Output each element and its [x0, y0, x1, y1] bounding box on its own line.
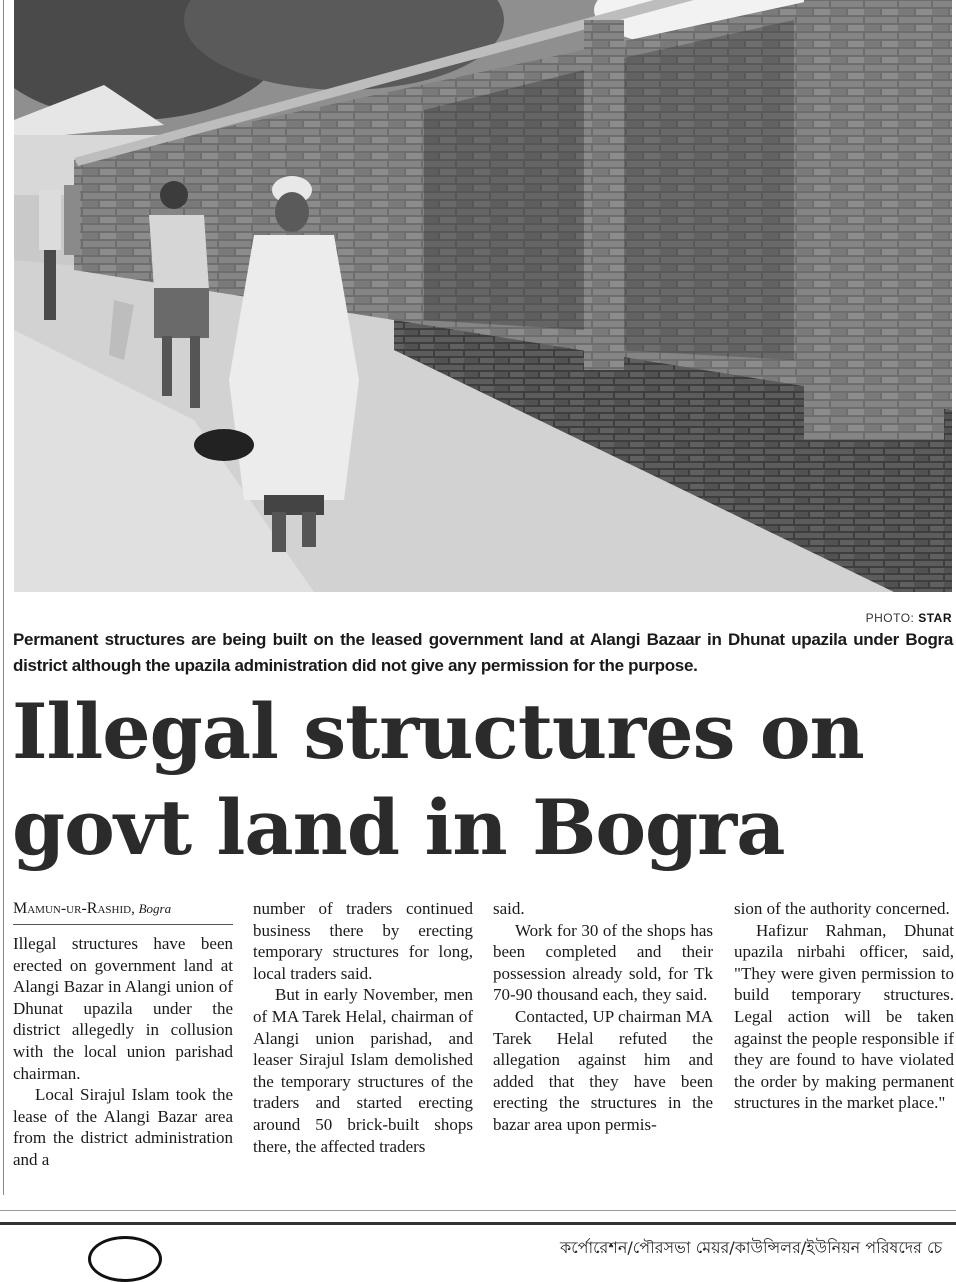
paragraph: Contacted, UP chairman MA Tarek Helal refuted the allegation against him and added that they have been erecting the structures in the bazar area upon permis- [493, 1006, 713, 1134]
paragraph: Local Sirajul Islam took the lease of the Alangi Bazar area from the district administration and a [13, 1085, 233, 1169]
paragraph: sion of the authority concerned. [734, 899, 950, 918]
paragraph: said. [493, 899, 525, 918]
paragraph: Illegal structures have been erected on government land at Alangi Bazar in Alangi union of Dhunat upazila under the district allegedly in collusion with the local union parishad chairman. [13, 934, 233, 1083]
article-column-4 [734, 898, 954, 1114]
headline: Illegal structures on govt land in Bogra [12, 687, 864, 872]
article-column-3 [493, 898, 713, 1136]
photo-illustration [14, 0, 952, 592]
byline-author: Mamun-ur-Rashid [13, 900, 132, 917]
next-story-text: কর্পোরেশন/পৌরসভা মেয়র/কাউন্সিলর/ইউনিয়ন পরিষদের চে [560, 1238, 943, 1257]
footer-divider-thick [0, 1222, 956, 1225]
news-photo [14, 0, 952, 592]
byline: Mamun-ur-Rashid, Bogra [13, 898, 233, 925]
photo-credit-prefix: PHOTO: [865, 611, 915, 625]
paragraph: Work for 30 of the shops has been completed and their possession already sold, for Tk 70-90 thousand each, they said. [493, 920, 713, 1005]
photo-caption: Permanent structures are being built on the leased government land at Alangi Bazaar in Dhunat upazila under Bogra district although the upazila administration did not give any permission for the purpose. [13, 630, 953, 675]
byline-location: Bogra [138, 901, 172, 916]
article-column-2 [253, 898, 473, 1157]
paragraph: But in early November, men of MA Tarek Helal, chairman of Alangi union parishad, and leaser Sirajul Islam demolished the temporary structures of the traders and started erecting around 50 brick-built shops there, the affected traders [253, 985, 473, 1156]
photo-credit [866, 611, 952, 625]
logo-fragment-icon [88, 1236, 162, 1282]
footer-divider [0, 1210, 956, 1211]
paragraph: Hafizur Rahman, Dhunat upazila nirbahi officer, said, "They were given permission to build temporary structures. Legal action will be taken against the people responsible if they are found to have violated the order by making permanent structures in the market place." [734, 920, 954, 1113]
page-margin-rule [3, 0, 4, 1195]
photo-credit-name: STAR [918, 611, 952, 625]
article-column-1 [13, 898, 233, 1171]
paragraph: number of traders continued business there by erecting temporary structures for long, local traders said. [253, 899, 473, 983]
